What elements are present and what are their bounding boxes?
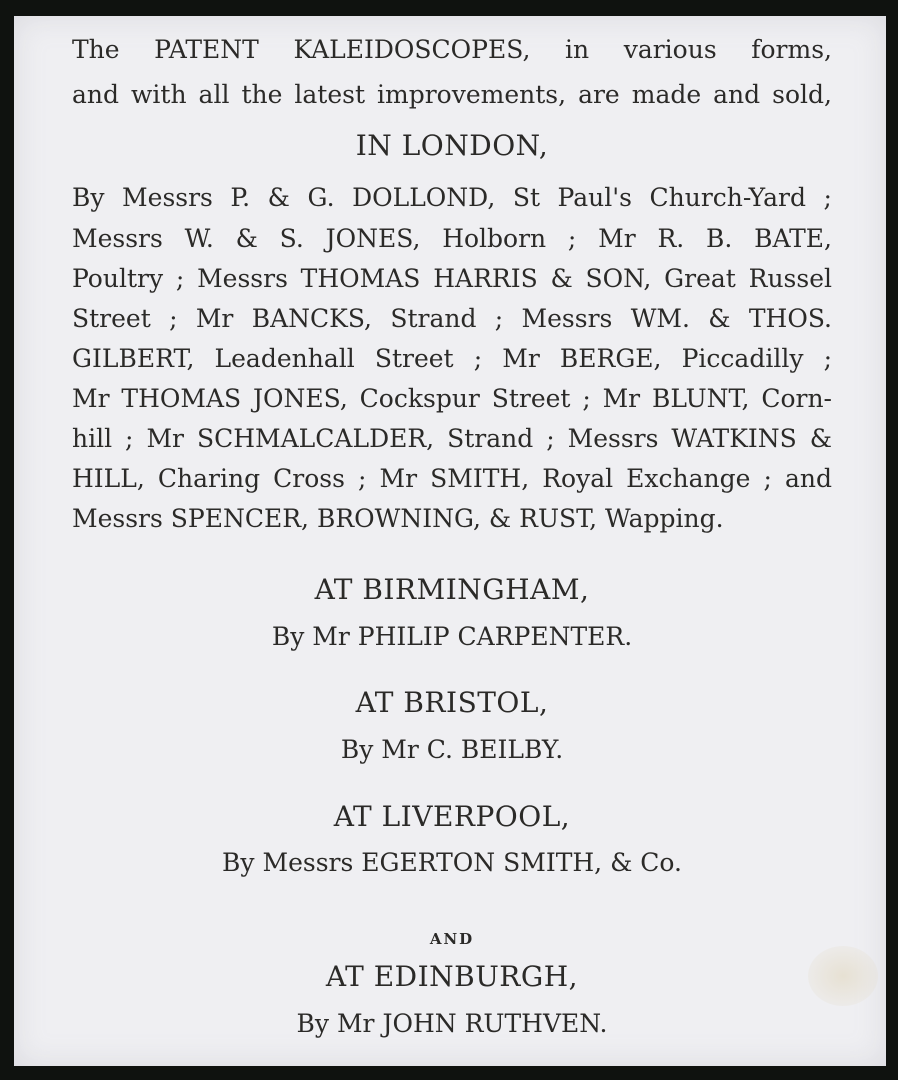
london-line: Mr THOMAS JONES, Cockspur Street ; Mr BLUNT, Corn- (72, 384, 832, 413)
london-line: HILL, Charing Cross ; Mr SMITH, Royal Exchange ; and (72, 464, 832, 493)
printed-sheet (14, 16, 886, 1066)
birmingham-heading: AT BIRMINGHAM, (314, 573, 590, 606)
edinburgh-seller: By Mr JOHN RUTHVEN. (296, 1009, 608, 1038)
intro-line-1: The PATENT KALEIDOSCOPES, in various forms, (72, 35, 832, 64)
london-line: Messrs SPENCER, BROWNING, & RUST, Wapping. (72, 504, 724, 533)
intro-line-2: and with all the latest improvements, are made and sold, (72, 80, 832, 109)
london-line: Poultry ; Messrs THOMAS HARRIS & SON, Great Russel (72, 264, 832, 293)
london-line: By Messrs P. & G. DOLLOND, St Paul's Church-Yard ; (72, 183, 832, 212)
bristol-heading: AT BRISTOL, (355, 686, 549, 719)
london-line: Street ; Mr BANCKS, Strand ; Messrs WM. & THOS. (72, 304, 832, 333)
london-line: hill ; Mr SCHMALCALDER, Strand ; Messrs WATKINS & (72, 424, 832, 453)
london-line: Messrs W. & S. JONES, Holborn ; Mr R. B. BATE, (72, 224, 832, 253)
liverpool-seller: By Messrs EGERTON SMITH, & Co. (222, 848, 682, 877)
london-heading: IN LONDON, (355, 129, 549, 162)
edinburgh-heading: AT EDINBURGH, (325, 960, 579, 993)
london-line: GILBERT, Leadenhall Street ; Mr BERGE, Piccadilly ; (72, 344, 832, 373)
bristol-seller: By Mr C. BEILBY. (340, 735, 564, 764)
and-conjunction: AND (429, 930, 475, 948)
liverpool-heading: AT LIVERPOOL, (333, 800, 571, 833)
birmingham-seller: By Mr PHILIP CARPENTER. (271, 622, 633, 651)
